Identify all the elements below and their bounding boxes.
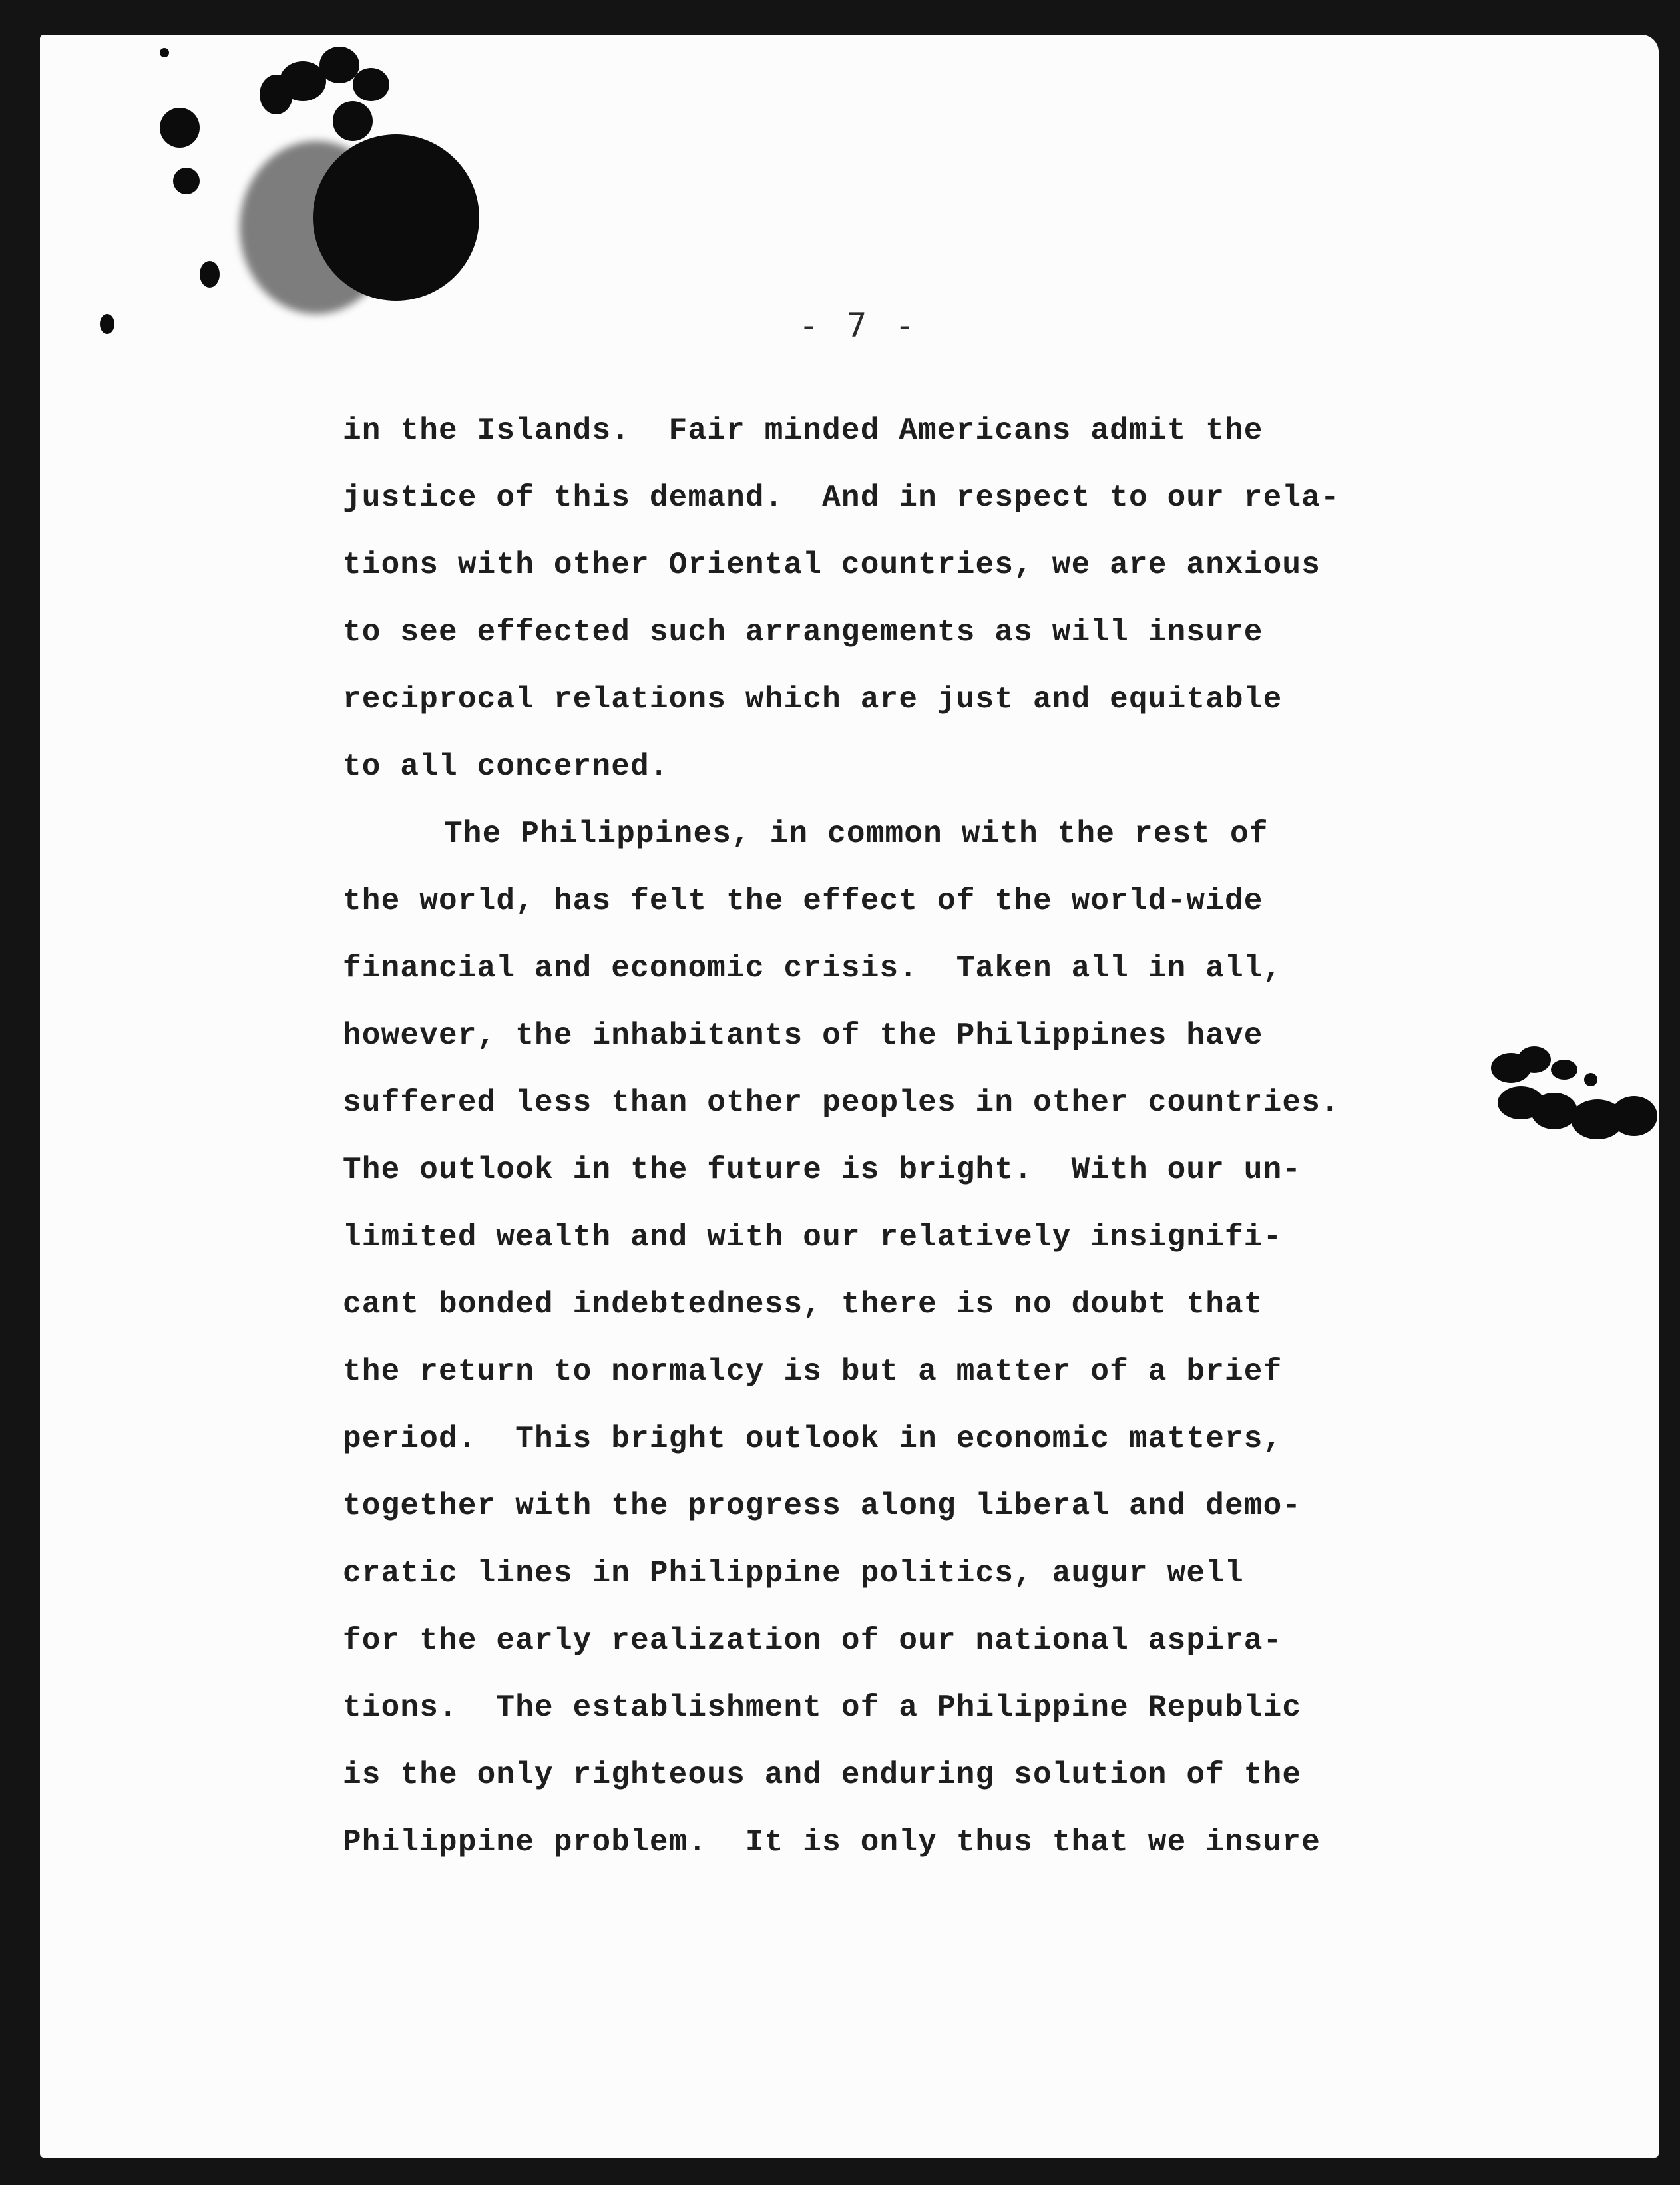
text-line: together with the progress along liberal and demo-	[343, 1489, 1302, 1523]
text-line: tions. The establishment of a Philippine Republic	[343, 1690, 1302, 1725]
text-line: the return to normalcy is but a matter of a brief	[343, 1354, 1283, 1389]
text-line: The outlook in the future is bright. With our un-	[343, 1153, 1302, 1187]
text-line: suffered less than other peoples in other countries.	[343, 1086, 1340, 1120]
text-line: cratic lines in Philippine politics, augur well	[343, 1556, 1244, 1591]
text-line: tions with other Oriental countries, we are anxious	[343, 548, 1321, 582]
page-number: - 7 -	[798, 306, 919, 345]
ink-blot-right	[1451, 1033, 1659, 1193]
text-line: period. This bright outlook in economic matters,	[343, 1422, 1283, 1456]
text-line: is the only righteous and enduring solution of the	[343, 1758, 1302, 1792]
paragraph-start-line: The Philippines, in common with the rest of	[444, 817, 1269, 851]
text-line: in the Islands. Fair minded Americans admit the	[343, 413, 1263, 448]
text-line: cant bonded indebtedness, there is no doubt that	[343, 1287, 1263, 1322]
text-line: reciprocal relations which are just and equitable	[343, 682, 1283, 717]
text-line: however, the inhabitants of the Philippines have	[343, 1018, 1263, 1053]
text-line: justice of this demand. And in respect to our rela-	[343, 481, 1340, 515]
text-line: to see effected such arrangements as will insure	[343, 615, 1263, 650]
text-line: for the early realization of our national aspira-	[343, 1623, 1283, 1658]
text-line: financial and economic crisis. Taken all in all,	[343, 951, 1283, 986]
text-line: Philippine problem. It is only thus that we insure	[343, 1825, 1321, 1860]
text-line: the world, has felt the effect of the world-wide	[343, 884, 1263, 918]
body-text	[343, 397, 1448, 1876]
ink-blot-top-left	[40, 35, 506, 354]
text-line: limited wealth and with our relatively insignifi-	[343, 1220, 1283, 1255]
text-line: to all concerned.	[343, 749, 669, 784]
document-page	[40, 35, 1659, 2158]
